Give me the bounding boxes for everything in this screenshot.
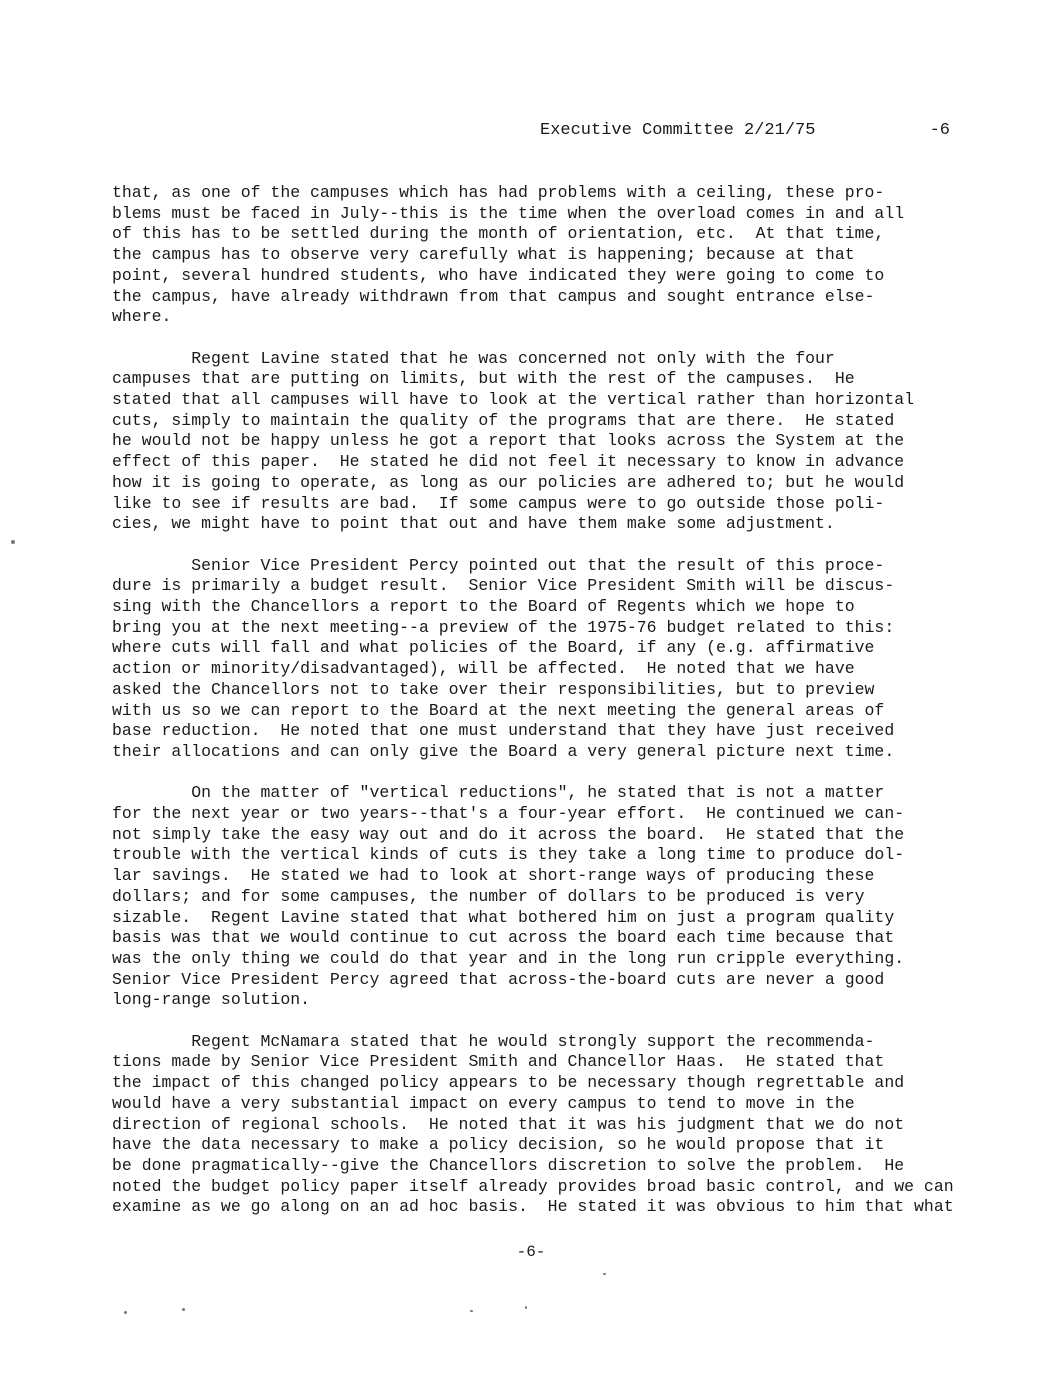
- text-line: was the only thing we could do that year and in the long run cripple everything.: [112, 948, 905, 968]
- header-page-number: -6: [929, 121, 950, 140]
- text-line: Regent Lavine stated that he was concerned not only with the four: [112, 348, 835, 368]
- text-line: their allocations and can only give the Board a very general picture next time.: [112, 741, 895, 761]
- page-header: [540, 120, 960, 142]
- text-line: point, several hundred students, who have indicated they were going to come to: [112, 265, 885, 285]
- text-line: effect of this paper. He stated he did not feel it necessary to know in advance: [112, 452, 905, 472]
- text-line: dollars; and for some campuses, the number of dollars to be produced is very: [112, 886, 865, 906]
- text-line: where cuts will fall and what policies of the Board, if any (e.g. affirmative: [112, 638, 875, 658]
- header-title: Executive Committee 2/21/75: [540, 121, 816, 140]
- text-line: the campus, have already withdrawn from that campus and sought entrance else-: [112, 286, 875, 306]
- footer-page-number: -6-: [516, 1243, 546, 1261]
- text-line: that, as one of the campuses which has had problems with a ceiling, these pro-: [112, 183, 885, 202]
- text-line: he would not be happy unless he got a report that looks across the System at the: [112, 431, 905, 451]
- text-line: direction of regional schools. He noted that it was his judgment that we do not: [112, 1114, 905, 1134]
- text-line: where.: [112, 307, 172, 327]
- text-line: would have a very substantial impact on every campus to tend to move in the: [112, 1093, 855, 1113]
- text-line: Senior Vice President Percy agreed that across-the-board cuts are never a good: [112, 969, 885, 989]
- text-line: have the data necessary to make a policy decision, so he would propose that it: [112, 1135, 885, 1155]
- text-line: blems must be faced in July--this is the time when the overload comes in and all: [112, 203, 905, 223]
- text-line: the campus has to observe very carefully what is happening; because at that: [112, 245, 855, 265]
- text-line: trouble with the vertical kinds of cuts is they take a long time to produce dol-: [112, 845, 905, 865]
- text-line: tions made by Senior Vice President Smith and Chancellor Haas. He stated that: [112, 1052, 885, 1072]
- text-line: Regent McNamara stated that he would strongly support the recommenda-: [112, 1031, 875, 1051]
- text-line: the impact of this changed policy appears to be necessary though regrettable and: [112, 1073, 905, 1093]
- text-line: asked the Chancellors not to take over their responsibilities, but to preview: [112, 679, 875, 699]
- scan-speck: [182, 1308, 185, 1311]
- text-line: stated that all campuses will have to look at the vertical rather than horizontal: [112, 390, 915, 409]
- scan-speck: [470, 1310, 473, 1312]
- text-line: sing with the Chancellors a report to the Board of Regents which we hope to: [112, 597, 855, 616]
- scan-speck: [603, 1273, 606, 1275]
- text-line: not simply take the easy way out and do it across the board. He stated that the: [112, 824, 905, 844]
- text-line: On the matter of "vertical reductions", he stated that is not a matter: [112, 783, 885, 803]
- page-footer: [0, 1243, 1062, 1261]
- text-line: cies, we might have to point that out and have them make some adjustment.: [112, 514, 835, 534]
- text-line: base reduction. He noted that one must understand that they have just received: [112, 721, 895, 741]
- text-line: action or minority/disadvantaged), will be affected. He noted that we have: [112, 659, 855, 679]
- scan-speck: [11, 540, 15, 544]
- text-line: lar savings. He stated we had to look at short-range ways of producing these: [112, 866, 875, 886]
- text-line: like to see if results are bad. If some campus were to go outside those poli-: [112, 493, 885, 513]
- text-line: long-range solution.: [112, 990, 311, 1010]
- text-line: examine as we go along on an ad hoc basis. He stated it was obvious to him that what: [112, 1197, 954, 1217]
- text-line: cuts, simply to maintain the quality of the programs that are there. He stated: [112, 410, 895, 430]
- text-line: sizable. Regent Lavine stated that what bothered him on just a program quality: [112, 907, 895, 927]
- scan-speck: [525, 1306, 527, 1309]
- text-line: be done pragmatically--give the Chancellors discretion to solve the problem. He: [112, 1155, 905, 1175]
- text-line: basis was that we would continue to cut across the board each time because that: [112, 928, 895, 948]
- text-line: with us so we can report to the Board at the next meeting the general areas of: [112, 700, 885, 720]
- scan-speck: [124, 1311, 127, 1314]
- text-line: for the next year or two years--that's a four-year effort. He continued we can-: [112, 804, 905, 823]
- text-line: how it is going to operate, as long as our policies are adhered to; but he would: [112, 472, 905, 492]
- text-line: bring you at the next meeting--a preview of the 1975-76 budget related to this:: [112, 617, 895, 637]
- text-line: dure is primarily a budget result. Senior Vice President Smith will be discus-: [112, 576, 895, 596]
- text-line: of this has to be settled during the month of orientation, etc. At that time,: [112, 224, 885, 244]
- text-line: noted the budget policy paper itself already provides broad basic control, and we can: [112, 1176, 954, 1196]
- text-line: Senior Vice President Percy pointed out that the result of this proce-: [112, 555, 885, 575]
- text-line: campuses that are putting on limits, but with the rest of the campuses. He: [112, 369, 855, 389]
